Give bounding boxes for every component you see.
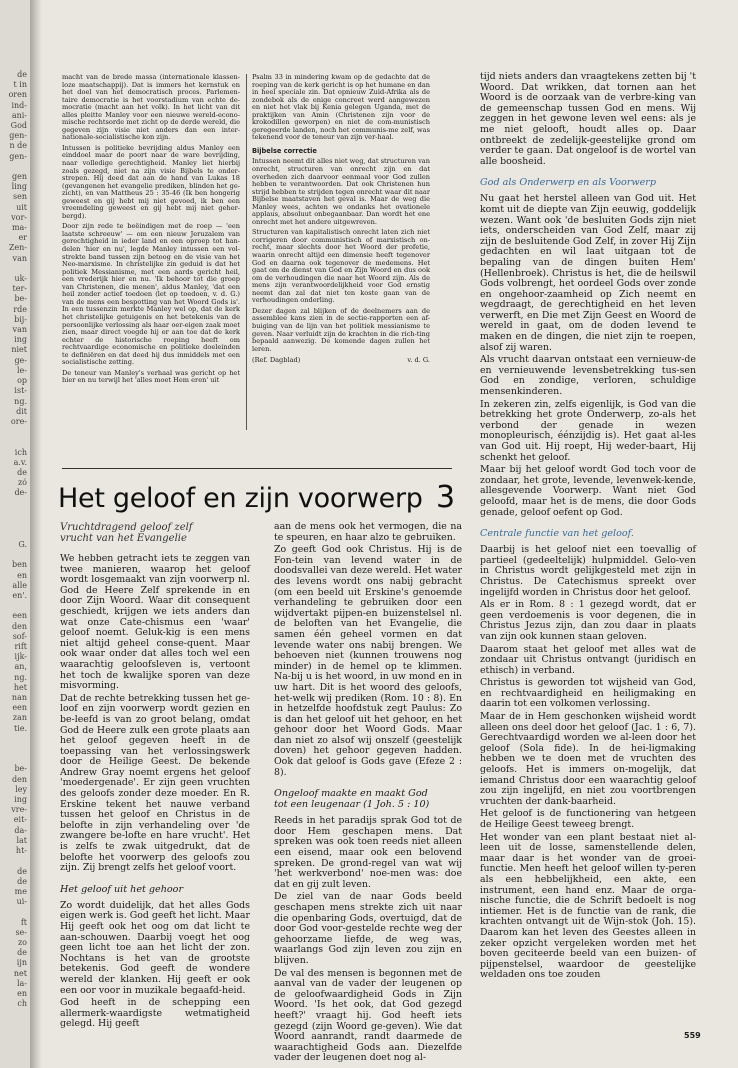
kicker-line: Vruchtdragend geloof zelf xyxy=(60,522,193,533)
gutter-fragment: n de xyxy=(9,141,27,151)
headline-rule xyxy=(62,468,452,469)
paragraph: aan de mens ook het vermogen, die na te speuren, en haar alzo te gebruiken. xyxy=(274,521,462,543)
paragraph: In zekeren zin, zelfs eigenlijk, is God van die betrekking het grote Onderwerp, zo-als het verbond der genade in wezen monopleurisch, éénzijdig is). Het gaat al-les van God uit. Hij roept, Hij weder-baart, Hij schenkt het geloof. xyxy=(480,398,696,463)
gutter-fragment: en xyxy=(17,988,27,998)
gutter-fragment: de- xyxy=(14,488,27,498)
gutter-fragment: ist- xyxy=(14,386,27,396)
gutter-fragment: op xyxy=(17,376,27,386)
kicker-line: vrucht van het Evangelie xyxy=(60,533,187,544)
gutter-fragment: ui- xyxy=(16,897,27,907)
gutter-fragment: ijk- xyxy=(14,652,27,662)
gutter-fragment: alle xyxy=(12,580,27,590)
subheading: Het geloof uit het gehoor xyxy=(60,883,184,895)
gutter-fragment: ma- xyxy=(11,223,27,233)
gutter-fragment: den xyxy=(11,774,27,784)
gutter-fragment: van xyxy=(12,325,27,335)
gutter-fragment: sof- xyxy=(12,631,27,641)
paragraph: Dezer dagen zal blijken of de deelnemers aan de assemblee kans zien in de sectie-rapporten een af-buiging van de lijn van het politiek messianisme te geven. Naar verluidt zijn de krachten in die rich-ting bepaald aanwezig. De komende dagen zullen het leren. xyxy=(252,306,430,353)
gutter-fragment: ijn xyxy=(16,958,27,968)
gutter-fragment: de xyxy=(17,948,27,958)
paragraph: Dat de rechte betrekking tussen het ge-loof en zijn voorwerp wordt gezien en be-leefd is van zo groot belang, omdat God de Heere zulk een grote plaats aan het geloof gegeven heeft in de toepassing van het verlossingswerk door de Heilige Geest. De bekende Andrew Gray noemt ergens het geloof 'moedergenade'. Er zijn geen vruchten des geloofs zonder deze moeder. En R. Erskine tekent het nauwe verband tussen het geloof en Christus in de belofte in zijn verhandeling over 'de zwangere be-lofte en hare vrucht'. Het is zelfs te zwak uitgedrukt, dat de belofte het voorwerp des geloofs zou zijn. Zij brengt zelfs het geloof voort. xyxy=(60,692,250,874)
gutter-fragment: net xyxy=(13,968,27,978)
paragraph: Maar bij het geloof wordt God toch voor de zondaar, het grote, levende, levenwek-kende, allesgevende Voorwerp. Want niet God geloofd, maar het is de mens, die door Gods genade, geloof oefent op God. xyxy=(480,464,696,518)
gutter-fragment: rde xyxy=(13,304,27,314)
paragraph: God heeft in de schepping een allermerk-waardigste wetmatigheid gelegd. Hij geeft xyxy=(60,997,250,1030)
gutter-fragment: ley xyxy=(15,784,27,794)
previous-page-gutter xyxy=(0,0,30,1068)
gutter-fragment: een xyxy=(12,611,27,621)
subheading-bijbelse-correctie: Bijbelse correctie xyxy=(252,146,317,155)
gutter-fragment xyxy=(0,437,30,447)
gutter-fragment xyxy=(0,856,30,866)
paragraph: Daarom staat het geloof met alles wat de zondaar uit Christus ontvangt (juridisch en ethisch) in verband. xyxy=(480,643,696,676)
gutter-fragment: bij- xyxy=(14,314,27,324)
main-article-col2 xyxy=(274,521,462,1064)
gutter-fragment: zo xyxy=(17,937,27,947)
paragraph: tijd niets anders dan vraagtekens zetten bij 't Woord. Dat wrikken, dat tornen aan het Woord is de oorzaak van de verbre-king van de gemeenschap tussen God en mens. Wij zeggen in het gewone leven wel eens: als je me niet gelooft, houdt alles op. Daar ontbreekt de zedelijk-geestelijke grond om verder te gaan. Dat ongeloof is de wortel van alle boosheid. xyxy=(480,71,697,167)
gutter-fragment: la- xyxy=(16,978,27,988)
gutter-fragment: vre- xyxy=(11,805,27,815)
gutter-fragment xyxy=(0,754,30,764)
gutter-fragment: ter- xyxy=(12,284,27,294)
author-initials: v. d. G. xyxy=(407,356,430,365)
paragraph: Maar de in Hem geschonken wijsheid wordt alleen ons deel door het geloof (Jac. 1 : 6, 7). Gerechtvaardigd worden we al-leen door het geloof (Sola fide). In de hei-ligmaking hebben we te doen met de vruchten des geloofs. Het is immers on-mogelijk, dat iemand Christus door een waarachtig geloof zou zijn ingelijfd, en niet zou voortbrengen vruchten der dank-baarheid. xyxy=(480,711,696,807)
top-article-col1 xyxy=(62,74,240,426)
paragraph: Zo wordt duidelijk, dat het alles Gods eigen werk is. God geeft het licht. Maar Hij geeft ook het oog om dat licht te aan-schouwen. Daarbij voegt het oog geen licht toe aan het licht der zon. Nochtans is het van de grootste betekenis. God geeft de wondere wereld der klanken. Hij geeft er ook een oor voor in muzikale begaafd-heid. xyxy=(60,899,250,996)
gutter-fragment xyxy=(0,162,30,172)
gutter-fragment: uit xyxy=(16,202,27,212)
gutter-fragment: den xyxy=(11,621,27,631)
gutter-fragment: eit- xyxy=(13,815,27,825)
gutter-fragment: zan xyxy=(12,713,27,723)
paragraph: Daarbij is het geloof niet een toevallig of partieel (gedeeltelijk) hulpmiddel. Gelo-ven in Christus wordt gelijkgesteld met zijn in Christus. De Catechismus spreekt over ingelijfd worden in Christus door het geloof. xyxy=(480,544,696,598)
paragraph: Als er in Rom. 8 : 1 gezegd wordt, dat er geen verdoemenis is voor degenen, die in Christus Jezus zijn, dan zou daar in plaats van zijn ook kunnen staan geloven. xyxy=(480,599,696,642)
page-fold-shadow xyxy=(30,0,42,1068)
gutter-fragment: da- xyxy=(14,825,27,835)
paragraph: Als vrucht daarvan ontstaat een vernieuw-de en vernieuwende levensbetrekking tus-sen God en zondige, verloren, schuldige mensenkinderen. xyxy=(480,354,696,398)
column-divider xyxy=(246,74,247,430)
gutter-fragment: sen xyxy=(13,192,27,202)
gutter-fragment: be- xyxy=(14,294,27,304)
gutter-fragment: de xyxy=(17,70,27,79)
gutter-fragment: er xyxy=(18,233,27,243)
page-number: 559 xyxy=(684,1031,701,1040)
gutter-fragment: een xyxy=(12,703,27,713)
gutter-fragment: uk- xyxy=(14,274,27,284)
gutter-fragment: de xyxy=(17,866,27,876)
gutter-fragment: gen xyxy=(11,172,27,182)
paragraph: Reeds in het paradijs sprak God tot de door Hem geschapen mens. Dat spreken was ook toen reeds niet alleen een eisend, maar ook een belovend spreken. De grond-regel van wat wij 'het werkverbond' noe-men was: doe dat en gij zult leven. xyxy=(274,815,462,890)
gutter-fragment xyxy=(0,601,30,611)
gutter-fragment: ind- xyxy=(11,100,27,110)
gutter-fragment: tie. xyxy=(13,723,27,733)
paragraph: Het geloof is de functionering van hetgeen de Heilige Geest teweeg brengt. xyxy=(480,808,696,830)
gutter-fragment: de xyxy=(17,467,27,477)
source-credit: (Ref. Dagblad) xyxy=(252,356,301,365)
series-number: 3 xyxy=(436,480,456,515)
paragraph: Structuren van kapitalistisch onrecht laten zich niet corrigeren door communistisch of marxistisch on-recht, maar slechts door het Woord der profetie, waarin onrecht altijd een dimensie heeft tegenover God en daarna ook tegenover de medemens. Het gaat om de dienst van God en Zijn Woord en dus ook om de verhoudingen die naar het Woord zijn. Als de mens zijn verantwoordelijkheid voor God ernstig neemt dan zal dat niet ten koste gaan van de verhoudingen onderling. xyxy=(252,228,430,305)
gutter-fragment: se- xyxy=(15,927,27,937)
subheading: tot een leugenaar (1 Joh. 5 : 10) xyxy=(274,799,430,811)
subheading: Centrale functie van het geloof. xyxy=(480,528,634,540)
article-kicker xyxy=(60,522,193,544)
gutter-fragment: van xyxy=(12,253,27,263)
paragraph: Intussen is politieke bevrijding aldus Manley een einddoel maar de poort naar de ware bevrijding, naar volledige gerechtigheid. Manley liet hierbij zoals gezegd, niet na zijn visie Bijbels te onder-strepen. Hij deed dat aan de hand van Lukas 18 (gevangenen het evangelie prediken, blinden het ge-zicht), en van Mattheus 25 : 35-46 (Ik ben hongerig geweest en gij hebt mij niet gevoed, ik ben een vreemdeling geweest en gij hebt mij niet geher-bergd). xyxy=(62,143,240,220)
gutter-fragment: Zen- xyxy=(8,243,27,253)
gutter-fragment: zó xyxy=(17,478,27,488)
main-article-col1 xyxy=(60,554,250,1032)
gutter-fragment: niet xyxy=(11,345,27,355)
gutter-fragment: nan xyxy=(11,693,27,703)
paragraph: Door zijn rede te beëindigen met de roep — 'een laatste schreeuw' — om een nieuw Jeruzalem van gerechtigheid in ieder land en een oproep tot han-delen 'hier en nu', legde Manley intussen een vol-strekte band tussen zijn betoog en de visie van het Neo-marxisme. In christelijke zin geduid is dat het politiek Messianisme, met een aards gericht heil, een vrederijk hier en nu. 'Ik behoor tot die groep van Christenen, die menen', aldus Manley, 'dat een heil zonder actief toedoen (let op toedoen, v. d. G.) van de mens een bespotting van het Woord Gods is'. In een tussenzin merkte Manley wel op, dat de kerk het christelijke getuigenis en het betekenis van de persoonlijke verlossing als haar oer-eigen zaak moet zien, maar direct voegde hij er aan toe dat de kerk echter de historische roeping heeft om rechtvaardige economische en politieke doeleinden te definiëren en dat deed hij dus inmiddels met een socialistische zetting. xyxy=(62,222,240,367)
gutter-fragment: ng. xyxy=(14,396,27,406)
subheading: Ongeloof maakte en maakt God xyxy=(274,788,428,800)
gutter-fragment: lat xyxy=(16,835,27,845)
paragraph: macht van de brede massa (internationale klassen-loze maatschappij). Dat is immers het kernstuk en het doel van het democratisch proces. Parlemen-taire democratie is het voorstadium van echte de-mocratie (macht aan het volk). In het licht van dit alles pleitte Manley voor een nieuwe wereld-econo-mische rechtsorde met zicht op de derde wereld, die gegeven zijn visie niet anders dan een inter-nationale-socialistische kon zijn. xyxy=(62,73,240,142)
gutter-fragment: ich xyxy=(14,447,27,457)
gutter-fragment: gen- xyxy=(9,131,27,141)
gutter-fragment: ft xyxy=(20,917,27,927)
top-article-col2 xyxy=(252,74,430,426)
gutter-fragment: vor- xyxy=(11,212,27,222)
gutter-fragment: ing xyxy=(14,335,27,345)
gutter-fragment: ing xyxy=(14,795,27,805)
gutter-fragment: God xyxy=(10,121,27,131)
gutter-fragment: G. xyxy=(18,540,27,549)
signature-line xyxy=(252,357,430,365)
subheading: God als Onderwerp en als Voorwerp xyxy=(480,177,656,189)
gutter-fragment: het xyxy=(13,682,27,692)
gutter-fragment: en'. xyxy=(12,591,27,601)
main-article-col3 xyxy=(480,72,696,1032)
gutter-fragment: en xyxy=(17,570,27,580)
gutter-fragment: rift xyxy=(14,642,27,652)
paragraph: De teneur van Manley's verhaal was gericht op het hier en nu terwijl het 'alles moet Hem eren' uit xyxy=(62,368,240,385)
paragraph: Psalm 33 in mindering kwam op de gedachte dat de roeping van de kerk gericht is op het humane en dan in heel speciale zin. Dat opnieuw Zuid-Afrika als de zondebok als de enige concreet werd aangewezen en niet het vlak bij Kenia gelegen Uganda, met de praktijken van Amin (Christenen zijn voor de krokodillen geworpen) en niet de com-munistisch geregeerde landen, noch het communis-me zelf, was tekenend voor de teneur van zijn ver-haal. xyxy=(252,73,430,142)
gutter-fragment: ch xyxy=(17,999,27,1009)
gutter-fragment xyxy=(0,734,30,744)
gutter-fragment: ge- xyxy=(14,355,27,365)
gutter-fragment: dit xyxy=(16,406,27,416)
article-title: Het geloof en zijn voorwerp xyxy=(58,483,423,514)
gutter-fragment: gen- xyxy=(9,151,27,161)
gutter-fragment: le- xyxy=(17,365,27,375)
paragraph: De val des mensen is begonnen met de aanval van de vader der leugenen op de geloofwaardigheid Gods in Zijn Woord. 'Is het ook, dat God gezegd heeft?' vraagt hij. God heeft iets gezegd (zijn Woord ge-geven). Wie dat Woord aanrandt, randt daarmede de waarachtigheid Gods aan. Diezelfde vader der leugenen doet nog al- xyxy=(274,967,462,1064)
gutter-fragment: ani- xyxy=(11,110,27,120)
paragraph: Christus is geworden tot wijsheid van God, en rechtvaardigheid en heiligmaking en daarin tot een volkomen verlossing. xyxy=(480,677,696,710)
gutter-fragment: ore- xyxy=(10,416,27,426)
paragraph: Het wonder van een plant bestaat niet al-leen uit de losse, samenstellende delen, maar daar is het wonder van de groei-functie. Men heeft het geloof willen ty-peren als een hebbelijkheid, een akte, een instrument, een hand enz. Maar de orga-nische functie, die de Schrift bedoelt is nog intiemer. Het is de functie van de rank, die krachten ontvangt uit de Wijn-stok (Joh. 15). Daarom kan het leven des Geestes alleen in zeker opzicht vergeleken worden met het boven geciteerde beeld van een buizen- of pijpenstelsel, waardoor de geestelijke weldaden ons toe zouden xyxy=(480,831,696,981)
gutter-fragment xyxy=(0,907,30,917)
gutter-fragment: a.v. xyxy=(13,457,27,467)
gutter-fragment: ht- xyxy=(15,846,27,856)
gutter-fragment: oren xyxy=(8,90,27,100)
paragraph: Nu gaat het herstel alleen van God uit. Het komt uit de diepte van Zijn eeuwig, goddelijk wezen. Want ook 'de besluiten Gods zijn niet iets, onderscheiden van God Zelf, maar zij zijn de besluitende God Zelf, in zover Hij Zijn gedachten en wil laat uitgaan tot de bepaling van de dingen buiten Hem' (Hellenbroek). Christus is het, die de heilswil Gods volbrengt, het oordeel Gods over zonde en ongehoor-zaamheid op Zich neemt en wegdraagt, de gerechtigheid en het leven verwerft, en Die met Zijn Geest en Woord de wereld in gaat, om de doden levend te maken en de dingen, die niet zijn te roepen, alsof zij waren. xyxy=(480,193,696,353)
gutter-fragment xyxy=(0,744,30,754)
gutter-fragment: ng. xyxy=(14,672,27,682)
gutter-fragment xyxy=(0,427,30,437)
gutter-fragment: me xyxy=(14,886,27,896)
gutter-text-bottom xyxy=(0,540,30,1009)
gutter-fragment: be- xyxy=(14,764,27,774)
gutter-fragment: de xyxy=(17,876,27,886)
gutter-fragment: ben xyxy=(11,560,27,570)
gutter-text-top xyxy=(0,70,30,499)
paragraph: De ziel van de naar Gods beeld geschapen mens strekte zich uit naar die openbaring Gods, overtuigd, dat de door God voor-gestelde rechte weg der gehoorzame liefde, de weg was, waarlangs God zijn leven zou zijn en blijven. xyxy=(274,891,462,966)
paragraph: Intussen neemt dit alles niet weg, dat structuren van onrecht, structuren van onrecht zijn en dat overheden zich daarvoor eenmaal voor God zullen hebben te verantwoorden. Dat ook Christenen hun strijd hebben te strijden tegen onrecht waar dit naar Bijbelse maatstaven het geval is. Maar de weg die Manley wees, achten we ondanks het ovationele applaus, absoluut onbegaanbaar. Dan wordt het ene onrecht met het andere uitgewreven. xyxy=(252,157,430,226)
paragraph: We hebben getracht iets te zeggen van twee manieren, waarop het geloof wordt losgemaakt van zijn voorwerp nl. God de Heere Zelf sprekende in en door Zijn Woord. Waar dit consequent geschiedt, krijgen we iets anders dan wat onze Cate-chismus een 'waar' geloof noemt. Geluk-kig is een mens niet altijd geheel conse-quent. Maar ook waar onder dat alles toch wel een waarachtig geloofsleven is, vertoont het toch de kwalijke sporen van deze misvorming. xyxy=(60,553,250,692)
gutter-fragment: t in xyxy=(13,80,27,90)
gutter-fragment xyxy=(0,264,30,274)
paragraph: Zo geeft God ook Christus. Hij is de Fon-tein van levend water in de doodsvallei van deze wereld. Het water des levens wordt ons nabij gebracht (om een beeld uit Erskine's genoemde verhandeling te gebruiken door een wijdvertakt pijpen-en buizenstelsel nl. de beloften van het Evangelie, die samen één geheel vormen en dat levende water ons nabij brengen. We behoeven niet (kunnen trouwens nog minder) in de hemel op te klimmen. Na-bij u is het woord, in uw mond en in uw hart. Dit is het woord des geloofs, het-welk wij prediken (Rom. 10 : 8). En in hetzelfde hoofdstuk zegt Paulus: Zo is dan het geloof uit het gehoor, en het gehoor door het Woord Gods. Maar dan niet zo alsof wij onszelf (geestelijk doven) het gehoor gegeven hadden. Ook dat geloof is Gods gave (Efeze 2 : 8). xyxy=(274,544,462,778)
gutter-fragment: ling xyxy=(11,182,27,192)
gutter-fragment xyxy=(0,550,30,560)
gutter-fragment: an, xyxy=(14,662,27,672)
